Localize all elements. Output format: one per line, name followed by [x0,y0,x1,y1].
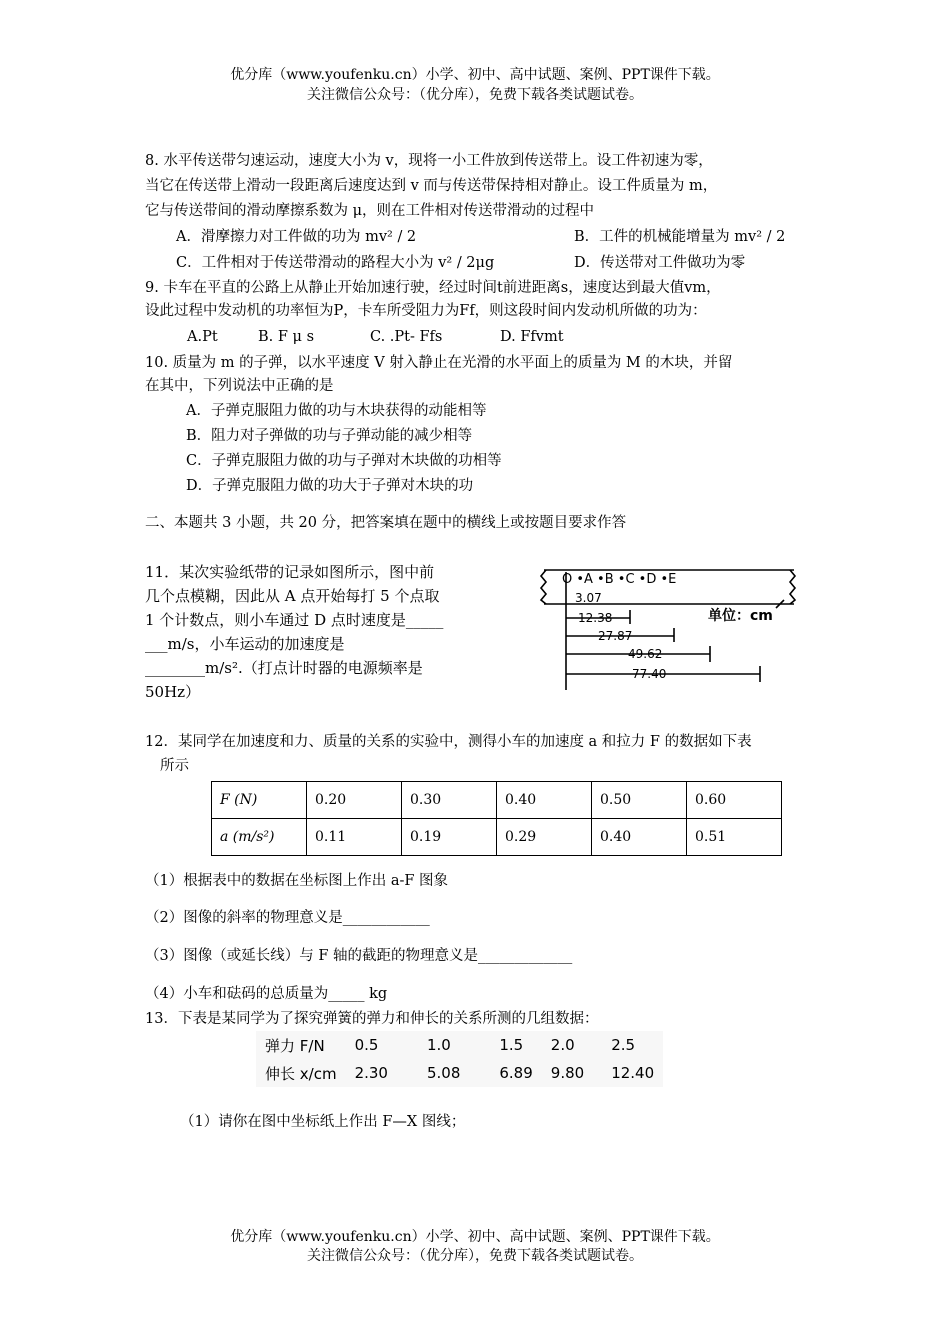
table-cell: 1.5 [499,1036,524,1054]
tape-distance-oc: 27.87 [598,629,633,643]
table-cell: 0.50 [592,782,687,819]
q10-line-2: 在其中，下列说法中正确的是 [145,378,334,394]
q10-line-1: 10. 质量为 m 的子弹，以水平速度 V 射入静止在光滑的水平面上的质量为 M 的木块，并留 [145,355,733,371]
q8-line-2: 当它在传送带上滑动一段距离后速度达到 v 而与传送带保持相对静止。设工件质量为 m， [145,178,718,194]
q9-option-a: A.Pt [187,329,218,345]
table-cell: 0.29 [497,819,592,856]
q8-option-b: B．工件的机械能增量为 mv² / 2 [574,229,786,245]
table-cell: 9.80 [550,1064,585,1082]
table-cell: 0.11 [307,819,402,856]
table-cell: 2.0 [550,1036,575,1054]
tape-distance-ob: 12.38 [578,611,613,625]
tape-point-labels: O •A •B •C •D •E [562,572,677,587]
q9-line-1: 9. 卡车在平直的公路上从静止开始加速行驶，经过时间t前进距离s，速度达到最大值vm， [145,280,721,296]
table-cell: 弹力 F/N [265,1036,325,1055]
table-cell: 伸长 x/cm [265,1064,337,1083]
table-cell: 0.30 [402,782,497,819]
table-row [256,1059,663,1087]
table-cell: 1.0 [426,1036,451,1054]
footer-line-2: 关注微信公众号：（优分库），免费下载各类试题试卷。 [307,1248,643,1264]
table-cell: a (m/s²) [212,819,307,856]
table-cell: 0.51 [687,819,782,856]
q10-option-c: C．子弹克服阻力做的功与子弹对木块做的功相等 [186,453,502,469]
q10-option-d: D．子弹克服阻力做的功大于子弹对木块的功 [186,478,474,494]
table-cell: 0.60 [687,782,782,819]
q13-subquestion-1: （1）请你在图中坐标纸上作出 F—X 图线； [180,1114,466,1130]
table-cell: 0.19 [402,819,497,856]
table-cell: 2.30 [354,1064,388,1082]
table-cell: 0.20 [307,782,402,819]
table-cell: F (N) [212,782,307,819]
paper-tape-diagram [538,566,798,694]
tape-unit-label: 单位：cm [708,608,773,624]
q11-line-6: 50Hz） [145,683,201,701]
q11-line-2: 几个点模糊，因此从 A 点开始每打 5 个点取 [145,587,440,605]
header-line-2: 关注微信公众号：（优分库），免费下载各类试题试卷。 [307,87,643,103]
tape-distance-od: 49.62 [628,647,663,661]
table-cell: 6.89 [499,1064,533,1082]
q11-line-5: ________m/s².（打点计时器的电源频率是 [145,659,423,677]
tape-distance-oe: 77.40 [632,667,667,681]
q9-option-c: C. .Pt- Ffs [370,329,443,345]
tape-distance-oa: 3.07 [575,591,602,605]
q11-line-3: 1 个计数点，则小车通过 D 点时速度是_____ [145,611,444,629]
q9-option-d: D. Ffvmt [500,329,564,345]
q11-line-1: 11．某次实验纸带的记录如图所示，图中前 [145,563,435,581]
table-cell: 0.5 [354,1036,379,1054]
q9-option-b: B. F μ s [258,329,315,345]
q12-subquestion-2: （2）图像的斜率的物理意义是____________ [145,910,430,926]
q9-line-2: 设此过程中发动机的功率恒为P，卡车所受阻力为Ff，则这段时间内发动机所做的功为： [145,303,707,319]
table-cell: 12.40 [611,1064,655,1082]
q8-option-d: D．传送带对工件做功为零 [574,255,746,271]
table-row [212,782,782,819]
header-line-1: 优分库（www.youfenku.cn）小学、初中、高中试题、案例、PPT课件下载。 [230,67,720,83]
table-row [256,1031,663,1059]
q10-option-b: B．阻力对子弹做的功与子弹动能的减少相等 [186,428,473,444]
q8-line-3: 它与传送带间的滑动摩擦系数为 μ，则在工件相对传送带滑动的过程中 [145,203,595,219]
q13-data-table [256,1031,663,1087]
q12-subquestion-4: （4）小车和砝码的总质量为_____ kg [145,986,388,1002]
table-cell: 2.5 [611,1036,636,1054]
q13-line-1: 13．下表是某同学为了探究弹簧的弹力和伸长的关系所测的几组数据： [145,1011,599,1027]
q10-option-a: A．子弹克服阻力做的功与木块获得的动能相等 [186,403,487,419]
table-cell: 5.08 [426,1064,461,1082]
q8-line-1: 8. 水平传送带匀速运动，速度大小为 v，现将一小工件放到传送带上。设工件初速为零， [145,153,713,169]
footer-line-1: 优分库（www.youfenku.cn）小学、初中、高中试题、案例、PPT课件下载。 [230,1229,720,1245]
table-cell: 0.40 [497,782,592,819]
section-2-heading: 二、本题共 3 小题，共 20 分，把答案填在题中的横线上或按题目要求作答 [145,515,627,531]
q11-line-4: ___m/s，小车运动的加速度是 [145,635,345,653]
q12-line-2: 所示 [160,758,189,774]
q12-subquestion-3: （3）图像（或延长线）与 F 轴的截距的物理意义是_____________ [145,948,573,964]
q12-line-1: 12．某同学在加速度和力、质量的关系的实验中，测得小车的加速度 a 和拉力 F 的数据如下表 [145,734,752,750]
table-cell: 0.40 [592,819,687,856]
q8-option-c: C．工件相对于传送带滑动的路程大小为 v² / 2μg [176,255,495,271]
q8-option-a: A．滑摩擦力对工件做的功为 mv² / 2 [176,229,417,245]
q12-data-table [211,781,782,856]
q12-subquestion-1: （1）根据表中的数据在坐标图上作出 a-F 图象 [145,873,449,889]
table-row [212,819,782,856]
